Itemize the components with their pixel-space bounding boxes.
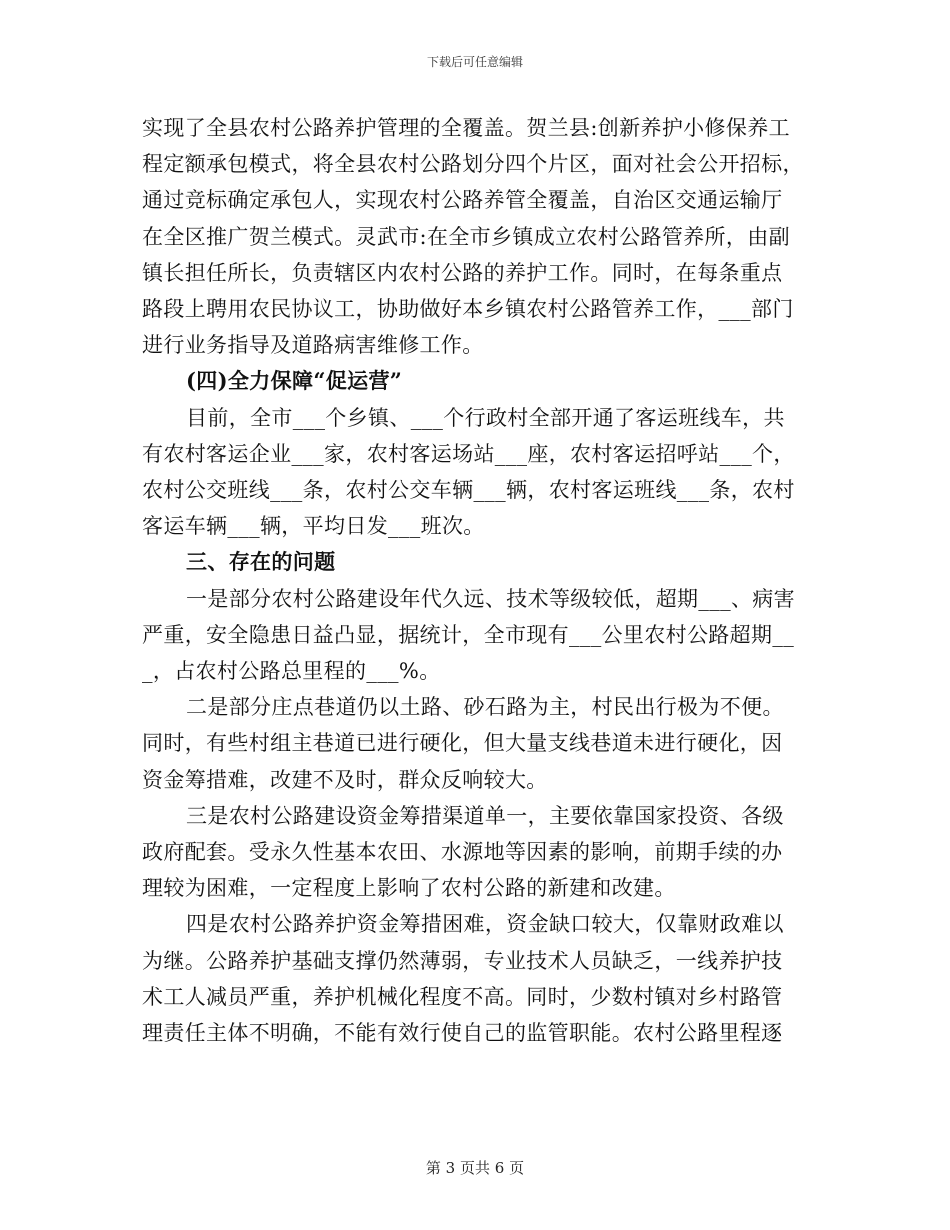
body-line: 进行业务指导及道路病害维修工作。	[142, 333, 484, 358]
paragraph-first-line: 四是农村公路养护资金筹措困难，资金缺口较大，仅靠财政难以	[186, 912, 784, 937]
body-line: 理较为困难，一定程度上影响了农村公路的新建和改建。	[142, 876, 676, 901]
page-footer: 第 3 页共 6 页	[425, 1159, 525, 1177]
body-line: 政府配套。受永久性基本农田、水源地等因素的影响，前期手续的办	[142, 840, 783, 865]
body-line: 同时，有些村组主巷道已进行硬化，但大量支线巷道未进行硬化，因	[142, 731, 783, 756]
body-line: 路段上聘用农民协议工，协助做好本乡镇农村公路管养工作，___部门	[142, 297, 794, 322]
paragraph-first-line: 目前，全市___个乡镇、___个行政村全部开通了客运班线车，共	[186, 405, 785, 430]
body-line: 镇长担任所长，负责辖区内农村公路的养护工作。同时，在每条重点	[142, 260, 783, 285]
body-line: 农村公交班线___条，农村公交车辆___辆，农村客运班线___条，农村	[142, 478, 795, 503]
paragraph-first-line: 二是部分庄点巷道仍以土路、砂石路为主，村民出行极为不便。	[186, 695, 784, 720]
body-line: 在全区推广贺兰模式。灵武市:在全市乡镇成立农村公路管养所，由副	[142, 224, 790, 249]
body-line: 资金筹措难，改建不及时，群众反响较大。	[142, 767, 548, 792]
body-line: 客运车辆___辆，平均日发___班次。	[142, 514, 485, 539]
body-line: 为继。公路养护基础支撑仍然薄弱，专业技术人员缺乏，一线养护技	[142, 948, 783, 973]
body-line: _，占农村公路总里程的___%。	[142, 659, 441, 684]
body-line: 有农村客运企业___家，农村客运场站___座，农村客运招呼站___个，	[142, 441, 795, 466]
section-heading: 三、存在的问题	[186, 549, 336, 575]
body-line: 严重，安全隐患日益凸显，据统计，全市现有___公里农村公路超期__	[142, 622, 795, 647]
document-body	[142, 110, 810, 1051]
body-line: 通过竞标确定承包人，实现农村公路养管全覆盖，自治区交通运输厅	[142, 188, 783, 213]
page-header: 下载后可任意编辑	[426, 55, 523, 69]
body-line: 程定额承包模式，将全县农村公路划分四个片区，面对社会公开招标，	[142, 152, 804, 177]
body-line: 实现了全县农村公路养护管理的全覆盖。贺兰县:创新养护小修保养工	[142, 116, 790, 140]
body-line: 理责任主体不明确，不能有效行使自己的监管职能。农村公路里程逐	[142, 1021, 783, 1046]
section-heading: (四)全力保障“促运营”	[186, 368, 403, 394]
paragraph-first-line: 一是部分农村公路建设年代久远、技术等级较低，超期___、病害	[186, 586, 795, 611]
paragraph-first-line: 三是农村公路建设资金筹措渠道单一，主要依靠国家投资、各级	[186, 803, 784, 828]
body-line: 术工人减员严重，养护机械化程度不高。同时，少数村镇对乡村路管	[142, 984, 783, 1009]
